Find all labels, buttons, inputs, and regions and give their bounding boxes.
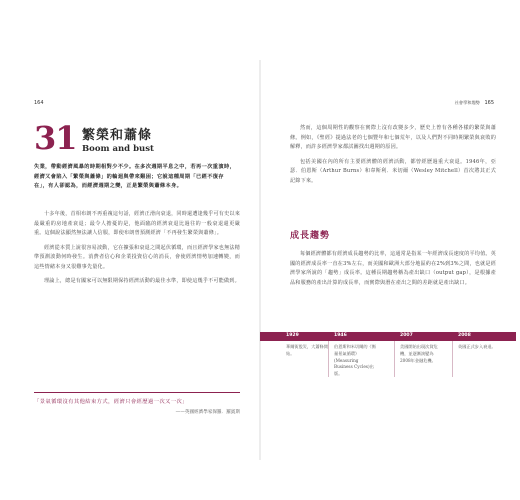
timeline-note: 英國正式步入衰退。	[458, 344, 496, 349]
page-number-right: 165	[484, 100, 494, 106]
running-head	[455, 100, 494, 106]
paragraph: 經濟從本質上說很容易波動，它在擴張和衰退之間起伏循環，而且經濟學家也無法精準預測波動何時發生。消費者信心和企業投資信心的消長，會使經濟情勢加速轉變，而這些情緒本身又很難事先量化。	[34, 244, 240, 270]
page-number-left: 164	[34, 100, 44, 106]
paragraph: 包括美國在內的所有主要經濟體的經濟活動，都曾經歷過重大衰退。1946年，亞瑟．伯恩斯（Arthur Burns）和韋斯利．米切爾（Wesley Mitchell）首次將其正式記錄下來。	[290, 158, 496, 184]
timeline	[260, 332, 520, 381]
paragraph: 十多年後，首相布朗不再重複這句話，經濟正滑向衰退，同時還遭逢幾乎可有史以來最嚴重的房地產衰退；最令人擔憂的是，他面臨的經濟衰退比過往的一般衰退還更嚴重。這個說法顯然無法讓人信服，即使布朗曾預測經濟「不再發生繁榮與蕭條」。	[34, 211, 240, 236]
paragraph: 然而，這個周期性的觀察在實際上沒有改變多少，歷史上曾有各種各樣的繁榮與蕭條。例如，《聖經》提過法老的七個豐年和七個荒年，以及人們對不同時期繁榮與衰敗的解釋，而許多經濟學家都試圖找出週期的原因。	[290, 125, 496, 150]
timeline-notes	[260, 341, 520, 381]
timeline-divider	[394, 341, 395, 377]
timeline-year: 1946	[334, 333, 347, 338]
right-body-text-bottom	[290, 250, 496, 293]
timeline-note: 華爾街股災，大蕭條開始。	[286, 344, 328, 356]
left-body-text	[34, 210, 240, 292]
timeline-year: 2008	[458, 333, 471, 338]
timeline-year: 2007	[400, 333, 413, 338]
chapter-number: 31	[34, 119, 77, 157]
quote-author: ——英國經濟學家保羅．羅賓斯	[175, 409, 240, 415]
paragraph: 理論上，總是有國家可以無限期保持經濟活動的最佳水準，即使這幾乎不可能做到。	[44, 278, 240, 284]
timeline-year: 1929	[286, 333, 299, 338]
right-body-text-top	[290, 124, 496, 191]
chapter-intro: 失業，帶動經濟風暴的時期相對少不少。在多次週期平息之中，若再一次重演時，經濟又會陷入「繁榮與蕭條」的輪迴與帶來艱困；它說這種周期「已經不復存在」，有人卻認為，而經濟週期之變，正是繁榮與蕭條本身。	[34, 164, 236, 190]
chapter-title: 繁榮和蕭條	[82, 128, 153, 143]
section-label: 社會學和趨勢	[454, 100, 480, 105]
pull-quote	[34, 392, 240, 415]
timeline-divider	[452, 341, 453, 377]
quote-text: 「景氣循環沒有其他結束方式，經濟只會經歷過一次又一次」	[34, 398, 188, 405]
timeline-bar	[260, 332, 516, 341]
chapter-subtitle: Boom and bust	[82, 144, 154, 154]
section-heading: 成長趨勢	[290, 231, 331, 241]
timeline-note: 伯恩斯和米切爾的《衡量景氣循環》(Measuring Business Cycles)出版。	[334, 344, 376, 377]
timeline-note: 美國開始出現次貸危機，並逐漸演變為2008年金融危機。	[400, 344, 438, 363]
paragraph: 每個經濟體都有經濟成長趨勢的比率，這通常是指某一年經濟成長速度的平均值。英國的經濟成長率一直在3%左右，而美國和歐洲大部分地區約在2%到3%之間，也就是經濟學家所說的「趨勢」成長率。這種長期趨勢稱為產出缺口（output gap），是根據產品和服務的產出計算的成長率，而實際與潛在產出之間的差距就是產出缺口。	[290, 251, 496, 286]
quote-rule	[34, 392, 240, 393]
